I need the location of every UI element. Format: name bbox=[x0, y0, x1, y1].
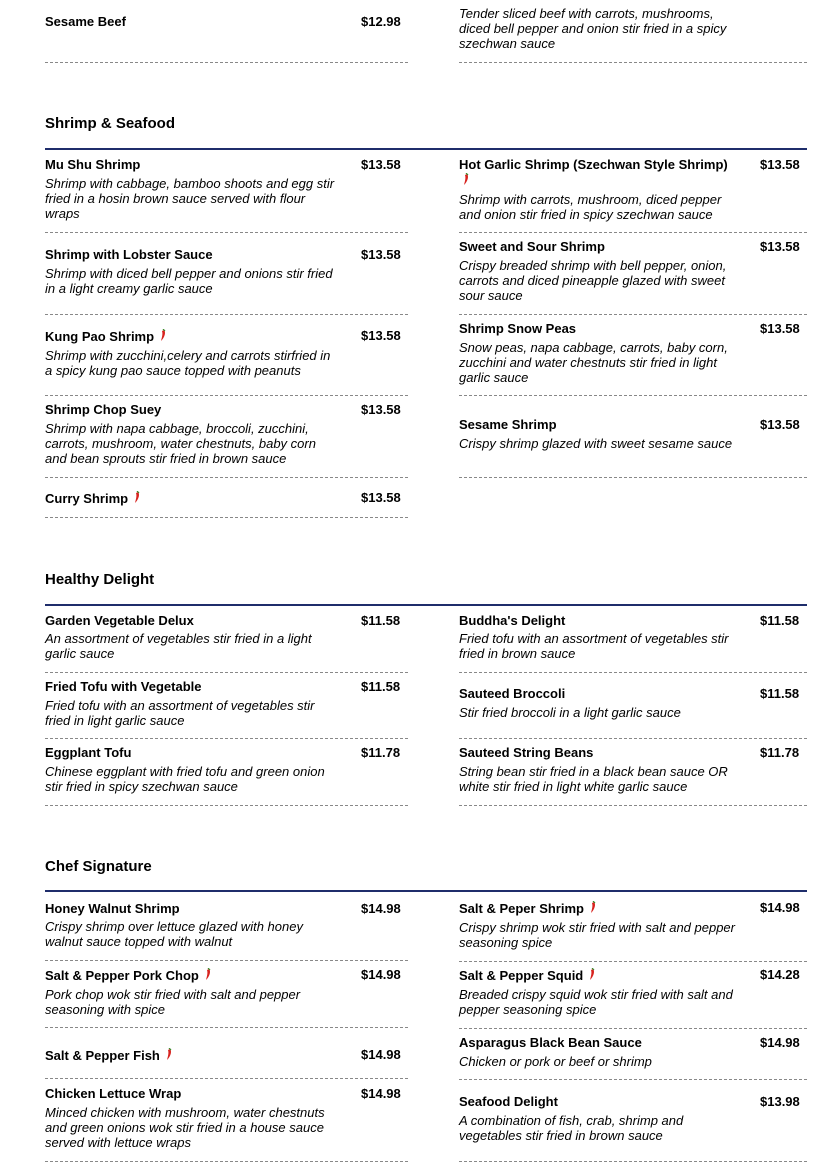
item-name: Eggplant Tofu bbox=[45, 745, 132, 760]
item-description: Minced chicken with mushroom, water chestnuts and green onions wok stir fried in a house sauce served with lettuce wraps bbox=[45, 1105, 325, 1150]
item-price: $11.78 bbox=[361, 745, 401, 760]
menu-item-sesame-beef[interactable] bbox=[45, 0, 408, 63]
chili-pepper-icon bbox=[461, 173, 471, 186]
chili-pepper-icon bbox=[164, 1048, 174, 1061]
item-description: Crispy shrimp glazed with sweet sesame sauce bbox=[459, 436, 733, 451]
item-name: Chicken Lettuce Wrap bbox=[45, 1086, 182, 1101]
item-description: Shrimp with napa cabbage, broccoli, zucchini, carrots, mushroom, water chestnuts, baby corn and bean sprouts stir fried in brown sauce bbox=[45, 421, 316, 466]
menu-item-shrimp-lobster-sauce[interactable] bbox=[45, 233, 408, 315]
item-description: Shrimp with diced bell pepper and onions stir fried in a light creamy garlic sauce bbox=[45, 266, 333, 296]
item-name: Garden Vegetable Delux bbox=[45, 613, 194, 628]
section-divider bbox=[45, 148, 807, 150]
item-description: Chinese eggplant with fried tofu and green onion stir fried in spicy szechwan sauce bbox=[45, 764, 325, 794]
item-price: $13.58 bbox=[760, 157, 800, 172]
item-name: Sesame Shrimp bbox=[459, 417, 557, 432]
item-name: Honey Walnut Shrimp bbox=[45, 901, 180, 916]
item-price: $13.58 bbox=[361, 402, 401, 417]
section-divider bbox=[45, 604, 807, 606]
menu-item-asparagus-black-bean[interactable] bbox=[459, 1029, 807, 1080]
item-name bbox=[459, 901, 598, 916]
item-name: Sauteed Broccoli bbox=[459, 686, 566, 701]
item-description: Fried tofu with an assortment of vegetables stir fried in light garlic sauce bbox=[45, 698, 315, 728]
item-name: Sweet and Sour Shrimp bbox=[459, 239, 605, 254]
menu-item-buddhas-delight[interactable] bbox=[459, 607, 807, 673]
item-description: Stir fried broccoli in a light garlic sauce bbox=[459, 705, 681, 720]
item-description: String bean stir fried in a black bean sauce OR white stir fried in light white garlic sauce bbox=[459, 764, 728, 794]
item-name bbox=[45, 1048, 174, 1063]
item-price: $13.58 bbox=[361, 328, 401, 343]
menu-item-honey-walnut-shrimp[interactable] bbox=[45, 894, 408, 961]
item-price: $11.58 bbox=[361, 613, 401, 628]
menu-item-chicken-lettuce-wrap[interactable] bbox=[45, 1079, 408, 1162]
item-price: $13.58 bbox=[361, 247, 401, 262]
item-name-text: Salt & Pepper Pork Chop bbox=[45, 968, 199, 983]
item-description: Chicken or pork or beef or shrimp bbox=[459, 1054, 652, 1069]
chili-pepper-icon bbox=[588, 901, 598, 914]
menu-item-shrimp-snow-peas[interactable] bbox=[459, 315, 807, 396]
item-name-text: Curry Shrimp bbox=[45, 491, 129, 506]
item-price: $13.58 bbox=[361, 157, 401, 172]
item-name bbox=[45, 968, 213, 983]
item-description: A combination of fish, crab, shrimp and vegetables stir fried in brown sauce bbox=[459, 1113, 684, 1143]
menu-item-curry-shrimp[interactable] bbox=[45, 478, 408, 518]
item-name: Asparagus Black Bean Sauce bbox=[459, 1035, 642, 1050]
menu-item-fried-tofu-vegetable[interactable] bbox=[45, 673, 408, 739]
item-description: Breaded crispy squid wok stir fried with salt and pepper seasoning spice bbox=[459, 987, 733, 1017]
menu-item-salt-pepper-fish[interactable] bbox=[45, 1028, 408, 1079]
item-price: $14.98 bbox=[361, 901, 401, 916]
item-name: Shrimp with Lobster Sauce bbox=[45, 247, 213, 262]
menu-item-hot-garlic-shrimp[interactable] bbox=[459, 151, 807, 233]
item-name: Seafood Delight bbox=[459, 1094, 558, 1109]
menu-item-kung-pao-shrimp[interactable] bbox=[45, 315, 408, 396]
item-name-text: Salt & Pepper Squid bbox=[459, 968, 584, 983]
item-name: Buddha's Delight bbox=[459, 613, 566, 628]
menu-item-seafood-delight[interactable] bbox=[459, 1080, 807, 1162]
item-name-text: Salt & Peper Shrimp bbox=[459, 901, 584, 916]
item-name bbox=[45, 329, 168, 344]
item-description: Snow peas, napa cabbage, carrots, baby corn, zucchini and water chestnuts stir fried in light garlic sauce bbox=[459, 340, 728, 385]
item-description: An assortment of vegetables stir fried in a light garlic sauce bbox=[45, 631, 312, 661]
menu-item-sesame-shrimp[interactable] bbox=[459, 396, 807, 478]
menu-item-sauteed-broccoli[interactable] bbox=[459, 673, 807, 739]
menu-item-eggplant-tofu[interactable] bbox=[45, 739, 408, 806]
item-price: $11.58 bbox=[760, 613, 800, 628]
item-name bbox=[459, 968, 597, 983]
item-price: $14.98 bbox=[361, 967, 401, 982]
section-divider bbox=[45, 890, 807, 892]
item-name-text: Salt & Pepper Fish bbox=[45, 1048, 160, 1063]
menu-item-sauteed-string-beans[interactable] bbox=[459, 739, 807, 806]
item-price: $13.58 bbox=[760, 321, 800, 336]
item-price: $11.58 bbox=[760, 686, 800, 701]
item-description: Shrimp with cabbage, bamboo shoots and egg stir fried in a hosin brown sauce served with flour wraps bbox=[45, 176, 335, 221]
item-name: Shrimp Chop Suey bbox=[45, 402, 162, 417]
menu-item-sweet-sour-shrimp[interactable] bbox=[459, 233, 807, 315]
menu-item-shrimp-chop-suey[interactable] bbox=[45, 396, 408, 478]
chili-pepper-icon bbox=[587, 968, 597, 981]
section-title-healthy-delight: Healthy Delight bbox=[45, 571, 155, 588]
item-name: Hot Garlic Shrimp (Szechwan Style Shrimp) bbox=[459, 157, 728, 172]
section-title-shrimp-seafood: Shrimp & Seafood bbox=[45, 115, 176, 132]
item-price: $14.98 bbox=[361, 1047, 401, 1062]
item-price: $12.98 bbox=[361, 14, 401, 29]
item-price: $14.98 bbox=[361, 1086, 401, 1101]
item-price: $13.98 bbox=[760, 1094, 800, 1109]
menu-item-garden-vegetable-delux[interactable] bbox=[45, 607, 408, 673]
item-description: Pork chop wok stir fried with salt and pepper seasoning with spice bbox=[45, 987, 301, 1017]
item-description: Tender sliced beef with carrots, mushrooms, diced bell pepper and onion stir fried in a spicy szechwan sauce bbox=[459, 6, 727, 51]
item-price: $14.98 bbox=[760, 900, 800, 915]
item-name: Sauteed String Beans bbox=[459, 745, 594, 760]
item-description: Crispy shrimp over lettuce glazed with honey walnut sauce topped with walnut bbox=[45, 919, 303, 949]
item-price: $11.58 bbox=[361, 679, 401, 694]
chili-pepper-icon bbox=[158, 329, 168, 342]
item-price: $14.28 bbox=[760, 967, 800, 982]
item-price: $13.58 bbox=[760, 239, 800, 254]
item-name: Sesame Beef bbox=[45, 14, 126, 29]
menu-item-partial[interactable] bbox=[459, 0, 807, 63]
menu-item-mu-shu-shrimp[interactable] bbox=[45, 151, 408, 233]
item-description: Fried tofu with an assortment of vegetables stir fried in brown sauce bbox=[459, 631, 729, 661]
item-name bbox=[45, 491, 142, 506]
item-description: Shrimp with zucchini,celery and carrots stirfried in a spicy kung pao sauce topped with peanuts bbox=[45, 348, 331, 378]
item-name: Shrimp Snow Peas bbox=[459, 321, 577, 336]
item-price: $13.58 bbox=[361, 490, 401, 505]
item-description: Crispy breaded shrimp with bell pepper, onion, carrots and diced pineapple glazed with sweet sour sauce bbox=[459, 258, 727, 303]
section-title-chef-signature: Chef Signature bbox=[45, 858, 152, 875]
chili-pepper-icon bbox=[203, 968, 213, 981]
item-description: Crispy shrimp wok stir fried with salt and pepper seasoning spice bbox=[459, 920, 735, 950]
menu-item-salt-pepper-pork-chop[interactable] bbox=[45, 961, 408, 1028]
item-price: $13.58 bbox=[760, 417, 800, 432]
item-name: Fried Tofu with Vegetable bbox=[45, 679, 202, 694]
item-name: Mu Shu Shrimp bbox=[45, 157, 141, 172]
menu-item-salt-peper-shrimp[interactable] bbox=[459, 894, 807, 962]
item-price: $11.78 bbox=[760, 745, 800, 760]
item-name-text: Kung Pao Shrimp bbox=[45, 329, 155, 344]
item-price: $14.98 bbox=[760, 1035, 800, 1050]
menu-item-salt-pepper-squid[interactable] bbox=[459, 962, 807, 1029]
chili-pepper-icon bbox=[132, 491, 142, 504]
item-description: Shrimp with carrots, mushroom, diced pepper and onion stir fried in spicy szechwan sauce bbox=[459, 192, 722, 222]
